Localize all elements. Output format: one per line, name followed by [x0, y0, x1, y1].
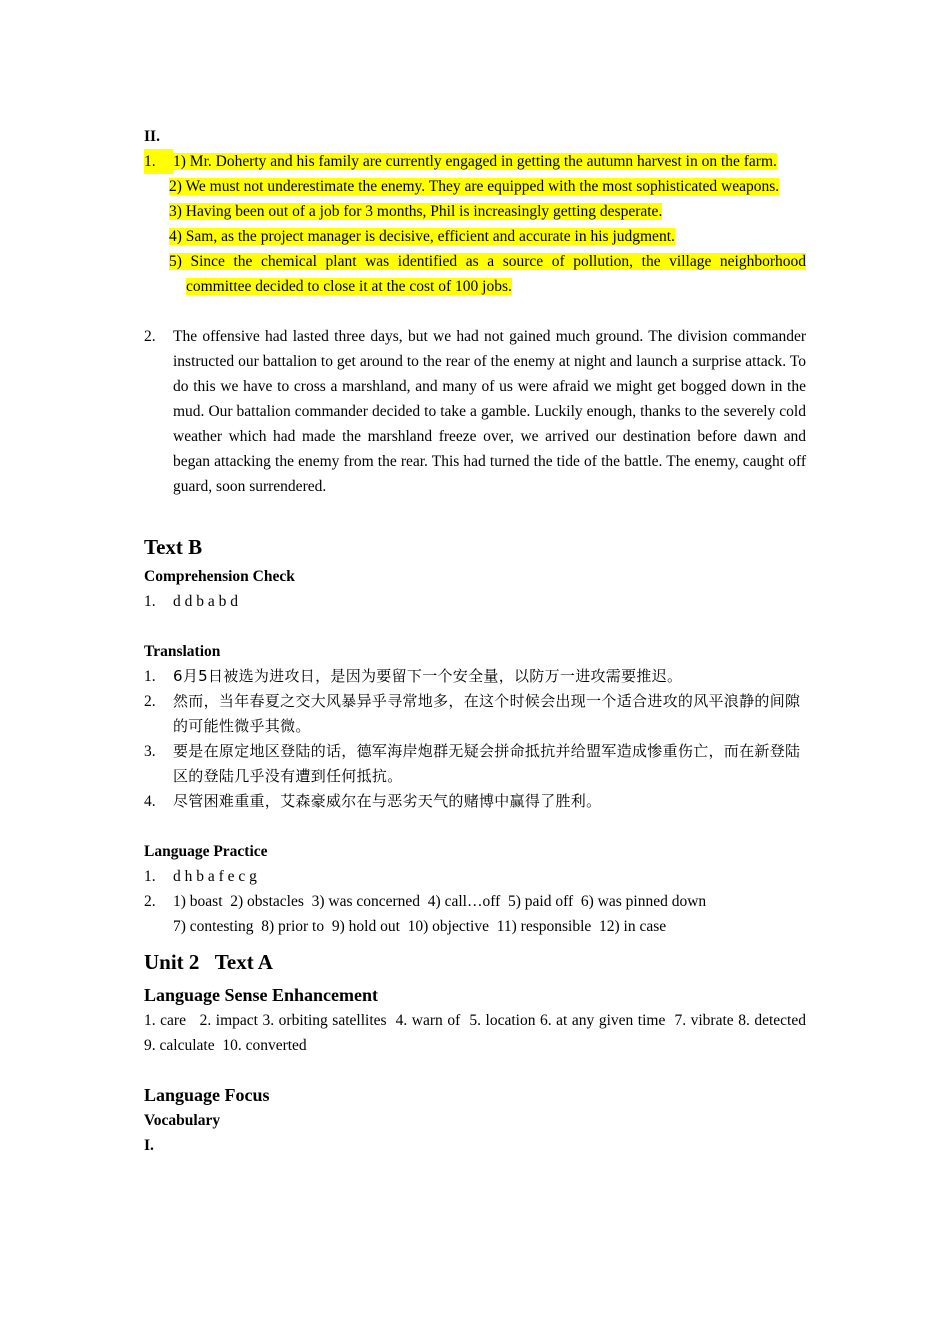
roman-heading-i: I.	[144, 1137, 154, 1154]
paragraph: The offensive had lasted three days, but we had not gained much ground. The division commander instructed our battalion to get around to the rear of the enemy at night and launch a surprise attack. To do this we have to cross a marshland, and many of us were afraid we might get bogged down in the mud. Our battalion commander decided to take a gamble. Luckily enough, thanks to the severely cold weather which had made the marshland freeze over, we arrived our destination before dawn and began attacking the enemy from the rear. This had turned the tide of the battle. The enemy, caught off guard, soon surrendered.	[173, 328, 806, 495]
sentence-5: 5) Since the chemical plant was identified as a source of pollution, the village neighborhood committee decided to close it at the cost of 100 jobs.	[169, 253, 806, 295]
sentence-4: 4) Sam, as the project manager is decisive, efficient and accurate in his judgment.	[169, 228, 675, 245]
list-item: 1. d d b a b d	[144, 593, 239, 610]
list-item: 1. 6月5日被选为进攻日，是因为要留下一个安全量，以防万一进攻需要推迟。	[144, 667, 683, 685]
list-item: 2. 然而，当年春夏之交大风暴异乎寻常地多，在这个时候会出现一个适合进攻的风平浪静的间隙的可能性微乎其微。	[144, 692, 801, 735]
unit-2-title: Unit 2 Text A	[144, 950, 273, 974]
sentence-2: 2) We must not underestimate the enemy. They are equipped with the most sophisticated weapons.	[169, 178, 780, 195]
vocabulary-heading: Vocabulary	[144, 1112, 221, 1129]
enhancement-answers: 1. care 2. impact 3. orbiting satellites 4. warn of 5. location 6. at any given time 7. vibrate 8. detected 9. calculate 10. converted	[144, 1012, 814, 1054]
document-page	[144, 124, 814, 1158]
language-practice-heading: Language Practice	[144, 843, 268, 860]
list-content	[173, 149, 806, 174]
translation-heading: Translation	[144, 643, 221, 660]
sentence-3: 3) Having been out of a job for 3 months, Phil is increasingly getting desperate.	[169, 203, 663, 220]
section-heading-ii: II.	[144, 128, 160, 145]
list-item: 1. d h b a f e c g	[144, 868, 257, 885]
list-number: 1.	[144, 149, 173, 174]
list-number: 2.	[144, 328, 156, 345]
list-item	[144, 149, 806, 174]
list-item	[144, 324, 806, 499]
enhancement-heading: Language Sense Enhancement	[144, 985, 379, 1005]
language-focus-heading: Language Focus	[144, 1085, 270, 1105]
sentence-1: 1) Mr. Doherty and his family are currently engaged in getting the autumn harvest in on the farm.	[173, 153, 777, 170]
comprehension-heading: Comprehension Check	[144, 568, 295, 585]
list-item: 3. 要是在原定地区登陆的话，德军海岸炮群无疑会拼命抵抗并给盟军造成惨重伤亡，而在新登陆区的登陆几乎没有遭到任何抵抗。	[144, 742, 801, 785]
list-item: 4. 尽管困难重重，艾森豪威尔在与恶劣天气的赌博中赢得了胜利。	[144, 792, 602, 810]
list-item: 2. 1) boast 2) obstacles 3) was concerned 4) call…off 5) paid off 6) was pinned down 7) contesting 8) prior to 9) hold out 10) objective 11) responsible 12) in case	[144, 893, 707, 935]
text-b-title: Text B	[144, 535, 203, 559]
